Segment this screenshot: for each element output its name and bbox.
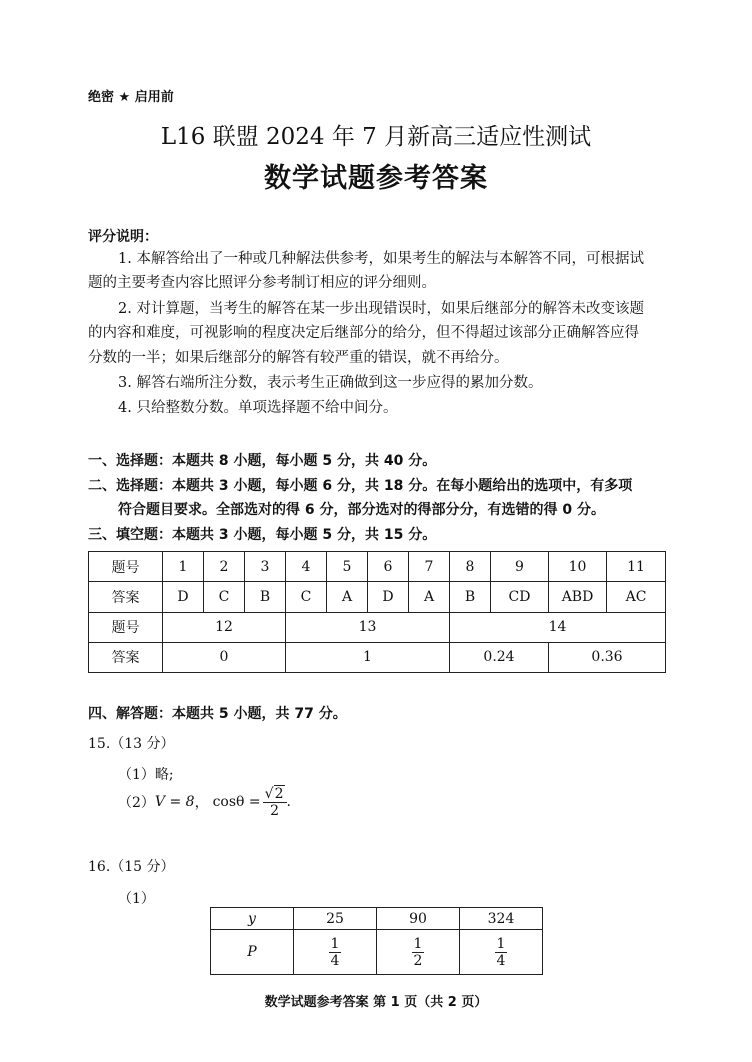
table-cell: 10 [549,552,607,582]
q15-cos: cosθ = [212,794,261,810]
table-cell [460,930,543,975]
dist-row-y [211,908,543,930]
cell-label-q: 题号 [89,612,163,642]
table-cell: 90 [377,908,460,930]
q15-part1: （1）略; [118,767,174,783]
table-cell: 0.24 [450,642,549,672]
secret-label: 绝密 ★ 启用前 [88,90,174,105]
q15-comma: ， [194,795,209,811]
table-cell: 3 [245,552,286,582]
table-cell: B [245,582,286,612]
table-cell: 12 [163,612,286,642]
page-title: L16 联盟 2024 年 7 月新高三适应性测试 [160,124,592,150]
scoring-line-1: 1. 本解答给出了一种或几种解法供参考，如果考生的解法与本解答不同，可根据试 [118,251,644,267]
fraction-denominator: 2 [413,952,423,969]
table-cell: A [327,582,368,612]
cell-label-a: 答案 [89,582,163,612]
scoring-line-7: 4. 只给整数分数。单项选择题不给中间分。 [118,400,398,416]
dist-label-p: P [211,930,294,975]
fraction [495,936,508,969]
page-footer: 数学试题参考答案 第 1 页（共 2 页） [264,995,488,1010]
table-cell: 9 [491,552,549,582]
cell-label-q: 题号 [89,552,163,582]
table-cell: 324 [460,908,543,930]
q15-part2-prefix: （2） [118,795,155,811]
answer-table [88,551,666,673]
distribution-table [210,907,543,975]
section-3: 三、填空题：本题共 3 小题，每小题 5 分，共 15 分。 [88,527,437,543]
scoring-line-3: 2. 对计算题，当考生的解答在某一步出现错误时，如果后继部分的解答未改变该题 [118,301,644,317]
table-cell [377,930,460,975]
scoring-line-5: 分数的一半；如果后继部分的解答有较严重的错误，就不再给分。 [88,350,509,366]
fraction-numerator: √2 [263,786,287,803]
dist-row-p [211,930,543,975]
table-cell: 11 [607,552,666,582]
table-cell: A [409,582,450,612]
answer-row-q2 [89,612,666,642]
table-cell: 25 [294,908,377,930]
table-cell: 0 [163,642,286,672]
table-cell: 1 [163,552,204,582]
table-cell: 2 [204,552,245,582]
q15-period: . [286,794,291,810]
section-2-line-2: 符合题目要求。全部选对的得 6 分，部分选对的得部分分，有选错的得 0 分。 [118,502,605,518]
dist-label-y: y [211,908,294,930]
q16-part1: （1） [118,891,155,907]
answer-row-a2 [89,642,666,672]
table-cell: C [204,582,245,612]
section-4: 四、解答题：本题共 5 小题，共 77 分。 [88,706,347,722]
section-1: 一、选择题：本题共 8 小题，每小题 5 分，共 40 分。 [88,453,437,469]
table-cell: 0.36 [549,642,666,672]
table-cell: C [286,582,327,612]
table-cell: 14 [450,612,666,642]
page-subtitle: 数学试题参考答案 [264,163,488,194]
table-cell: 8 [450,552,491,582]
table-cell: 7 [409,552,450,582]
scoring-line-6: 3. 解答右端所注分数，表示考生正确做到这一步应得的累加分数。 [118,375,543,391]
table-cell: 6 [368,552,409,582]
scoring-line-4: 的内容和难度，可视影响的程度决定后继部分的给分，但不得超过该部分正确解答应得 [88,325,639,341]
table-cell [294,930,377,975]
q15-part2 [118,782,291,822]
scoring-heading: 评分说明： [88,229,158,245]
table-cell: 4 [286,552,327,582]
q15-fraction [263,786,287,819]
table-cell: B [450,582,491,612]
table-cell: 1 [286,642,450,672]
fraction [412,936,425,969]
table-cell: AC [607,582,666,612]
fraction-numerator: 1 [330,935,340,952]
fraction-denominator: 4 [330,952,340,969]
fraction-denominator: 2 [270,802,280,819]
cell-label-a: 答案 [89,642,163,672]
q15-volume: V = 8 [154,794,195,810]
fraction-denominator: 4 [496,952,506,969]
table-cell: ABD [549,582,607,612]
fraction-numerator: 1 [413,935,423,952]
fraction-numerator: 1 [496,935,506,952]
table-cell: D [163,582,204,612]
scoring-line-2: 题的主要考查内容比照评分参考制订相应的评分细则。 [88,275,436,291]
table-cell: 5 [327,552,368,582]
table-cell: CD [491,582,549,612]
answer-row-q1 [89,552,666,582]
section-2-line-1: 二、选择题：本题共 3 小题，每小题 6 分，共 18 分。在每小题给出的选项中，有多项 [88,478,633,494]
q16-heading: 16.（15 分） [88,859,175,875]
q15-heading: 15.（13 分） [88,736,175,752]
table-cell: D [368,582,409,612]
table-cell: 13 [286,612,450,642]
fraction [329,936,342,969]
answer-row-a1 [89,582,666,612]
